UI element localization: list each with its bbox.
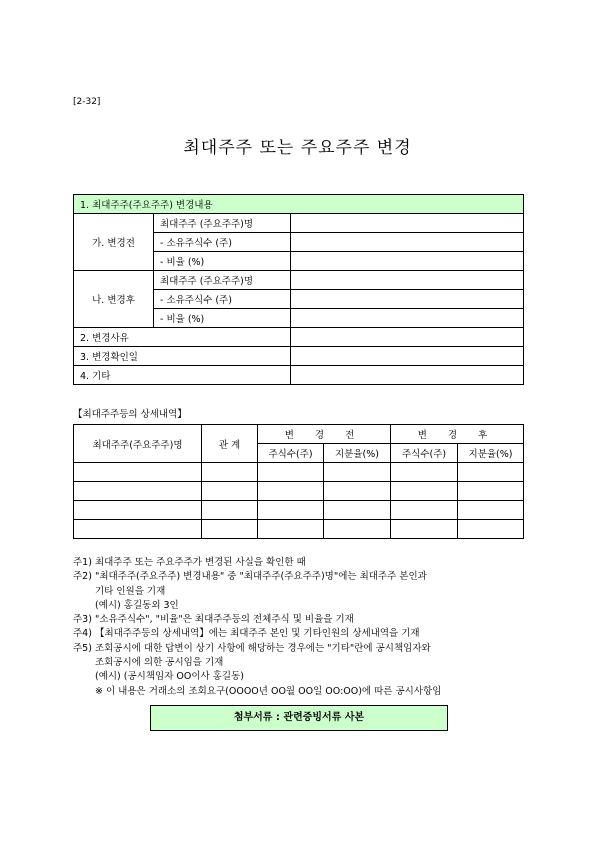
table-cell[interactable] bbox=[202, 463, 258, 482]
table-cell[interactable] bbox=[391, 520, 458, 539]
after-ratio-label: - 비율 (%) bbox=[154, 309, 291, 328]
table-cell[interactable] bbox=[74, 482, 202, 501]
after-ratio-value[interactable] bbox=[291, 309, 524, 328]
group-after: 변 경 후 bbox=[391, 425, 524, 444]
detail-body bbox=[74, 463, 524, 539]
table-row bbox=[74, 463, 524, 482]
before-shares-label: - 소유주식수 (주) bbox=[154, 233, 291, 252]
document-title: 최대주주 또는 주요주주 변경 bbox=[183, 138, 412, 158]
table-cell[interactable] bbox=[74, 520, 202, 539]
before-ratio-value[interactable] bbox=[291, 252, 524, 271]
table-cell[interactable] bbox=[458, 463, 524, 482]
table-cell[interactable] bbox=[391, 463, 458, 482]
after-shares-value[interactable] bbox=[291, 290, 524, 309]
table-row bbox=[74, 501, 524, 520]
col-after-ratio: 지분율(%) bbox=[458, 444, 524, 463]
note-2-cont: 기타 인원을 기재 bbox=[95, 585, 166, 597]
before-holder-name-label: 최대주주 (주요주주)명 bbox=[154, 214, 291, 233]
note-5-disclosure: ※ 이 내용은 거래소의 조회요구(OOOO년 OO월 OO일 OO:OO)에 따른 공시사항임 bbox=[95, 685, 442, 697]
table-cell[interactable] bbox=[202, 501, 258, 520]
notes bbox=[73, 556, 543, 699]
note-4: 주4) 【최대주주등의 상세내역】에는 최대주주 본인 및 기타인원의 상세내역을 기재 bbox=[73, 628, 420, 640]
table-cell[interactable] bbox=[202, 482, 258, 501]
confirm-date-label: 3. 변경확인일 bbox=[74, 347, 291, 366]
holder-detail-table bbox=[73, 424, 524, 539]
confirm-date-value[interactable] bbox=[291, 347, 524, 366]
note-5-cont: 조회공시에 의한 공시임을 기재 bbox=[95, 657, 224, 669]
note-3: 주3) "소유주식수", "비율"은 최대주주등의 전체주식 및 비율을 기재 bbox=[73, 614, 354, 626]
reason-value[interactable] bbox=[291, 328, 524, 347]
col-relation: 관 계 bbox=[202, 425, 258, 463]
table-cell[interactable] bbox=[324, 482, 391, 501]
note-1: 주1) 최대주주 또는 주요주주가 변경된 사실을 확인한 때 bbox=[73, 557, 306, 568]
after-shares-label: - 소유주식수 (주) bbox=[154, 290, 291, 309]
table-cell[interactable] bbox=[391, 501, 458, 520]
detail-table-title: 【최대주주등의 상세내역】 bbox=[73, 409, 187, 420]
section-header: 1. 최대주주(주요주주) 변경내용 bbox=[74, 195, 524, 214]
table-cell[interactable] bbox=[458, 501, 524, 520]
before-ratio-label: - 비율 (%) bbox=[154, 252, 291, 271]
after-holder-name-label: 최대주주 (주요주주)명 bbox=[154, 271, 291, 290]
table-cell[interactable] bbox=[458, 482, 524, 501]
attachment-box: 첨부서류 : 관련증빙서류 사본 bbox=[150, 705, 448, 731]
col-before-shares: 주식수(주) bbox=[258, 444, 324, 463]
col-after-shares: 주식수(주) bbox=[391, 444, 458, 463]
form-code: [2-32] bbox=[73, 97, 101, 107]
before-shares-value[interactable] bbox=[291, 233, 524, 252]
note-2-example: (예시) 홍길동외 3인 bbox=[95, 599, 179, 611]
reason-label: 2. 변경사유 bbox=[74, 328, 291, 347]
other-value[interactable] bbox=[291, 366, 524, 385]
col-before-ratio: 지분율(%) bbox=[324, 444, 391, 463]
note-5: 주5) 조회공시에 대한 답변이 상기 사항에 해당하는 경우에는 "기타"란에 공시책임자와 bbox=[73, 642, 431, 654]
table-cell[interactable] bbox=[258, 501, 324, 520]
table-cell[interactable] bbox=[202, 520, 258, 539]
table-cell[interactable] bbox=[391, 482, 458, 501]
after-holder-name-value[interactable] bbox=[291, 271, 524, 290]
table-cell[interactable] bbox=[258, 520, 324, 539]
table-cell[interactable] bbox=[324, 463, 391, 482]
note-2: 주2) "최대주주(주요주주) 변경내용" 중 "최대주주(주요주주)명"에는 최대주주 본인과 bbox=[73, 571, 427, 583]
after-label: 나. 변경후 bbox=[74, 271, 154, 328]
before-holder-name-value[interactable] bbox=[291, 214, 524, 233]
table-cell[interactable] bbox=[458, 520, 524, 539]
before-label: 가. 변경전 bbox=[74, 214, 154, 271]
col-holder-name: 최대주주(주요주주)명 bbox=[74, 425, 202, 463]
table-cell[interactable] bbox=[258, 463, 324, 482]
group-before: 변 경 전 bbox=[258, 425, 391, 444]
table-cell[interactable] bbox=[324, 520, 391, 539]
table-row bbox=[74, 520, 524, 539]
change-details-table bbox=[73, 194, 524, 385]
table-cell[interactable] bbox=[258, 482, 324, 501]
table-row bbox=[74, 482, 524, 501]
note-5-example: (예시) (공시책임자 OO이사 홍길동) bbox=[95, 671, 244, 683]
table-cell[interactable] bbox=[74, 463, 202, 482]
table-cell[interactable] bbox=[74, 501, 202, 520]
other-label: 4. 기타 bbox=[74, 366, 291, 385]
table-cell[interactable] bbox=[324, 501, 391, 520]
